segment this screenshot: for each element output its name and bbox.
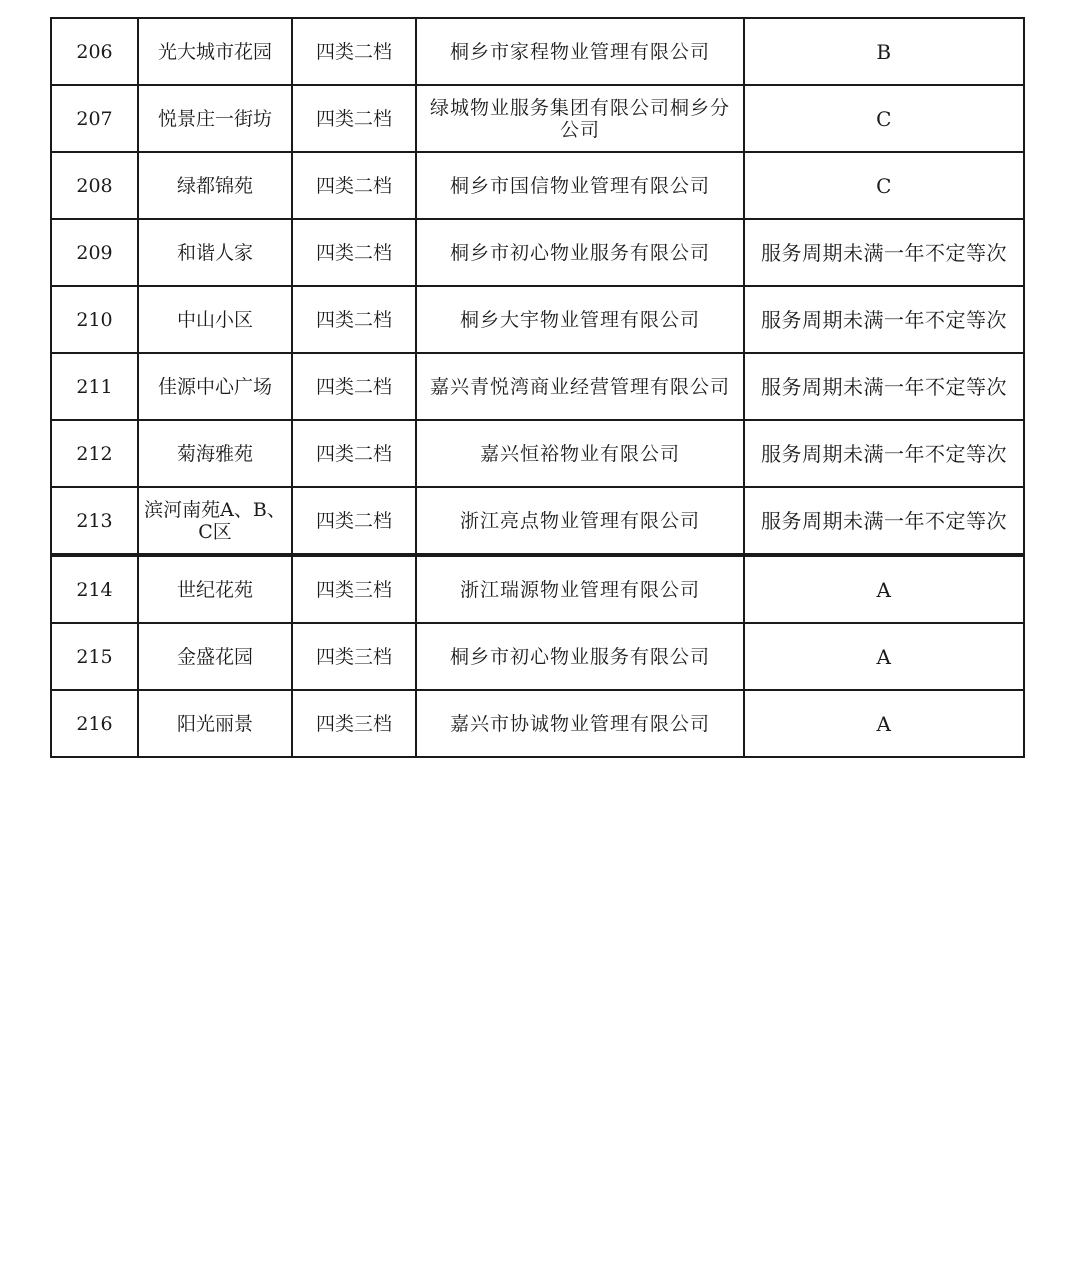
table-row (51, 420, 1024, 487)
rating-grade: C (744, 152, 1024, 219)
property-name: 悦景庄一街坊 (138, 85, 292, 152)
rating-grade: B (744, 18, 1024, 85)
table-row (51, 555, 1024, 623)
row-number: 209 (51, 219, 138, 286)
rating-grade: A (744, 623, 1024, 690)
property-name: 佳源中心广场 (138, 353, 292, 420)
property-name: 菊海雅苑 (138, 420, 292, 487)
table-row (51, 18, 1024, 85)
property-name: 绿都锦苑 (138, 152, 292, 219)
management-company: 桐乡市初心物业服务有限公司 (416, 219, 744, 286)
table-row (51, 286, 1024, 353)
rating-grade: 服务周期未满一年不定等次 (744, 286, 1024, 353)
management-company: 嘉兴市协诚物业管理有限公司 (416, 690, 744, 757)
property-level: 四类二档 (292, 85, 416, 152)
row-number: 210 (51, 286, 138, 353)
property-name: 滨河南苑A、B、C区 (138, 487, 292, 555)
rating-grade: A (744, 555, 1024, 623)
property-level: 四类二档 (292, 286, 416, 353)
property-name: 光大城市花园 (138, 18, 292, 85)
property-level: 四类三档 (292, 690, 416, 757)
rating-grade: C (744, 85, 1024, 152)
table-row (51, 152, 1024, 219)
property-name: 金盛花园 (138, 623, 292, 690)
management-company: 桐乡市国信物业管理有限公司 (416, 152, 744, 219)
rating-grade: A (744, 690, 1024, 757)
property-name: 阳光丽景 (138, 690, 292, 757)
management-company: 嘉兴恒裕物业有限公司 (416, 420, 744, 487)
property-level: 四类三档 (292, 623, 416, 690)
management-company: 嘉兴青悦湾商业经营管理有限公司 (416, 353, 744, 420)
table-row (51, 623, 1024, 690)
rating-grade: 服务周期未满一年不定等次 (744, 487, 1024, 555)
row-number: 215 (51, 623, 138, 690)
property-level: 四类二档 (292, 152, 416, 219)
management-company: 桐乡市初心物业服务有限公司 (416, 623, 744, 690)
property-level: 四类二档 (292, 353, 416, 420)
management-company: 桐乡市家程物业管理有限公司 (416, 18, 744, 85)
property-level: 四类二档 (292, 420, 416, 487)
table-row (51, 353, 1024, 420)
property-level: 四类二档 (292, 487, 416, 555)
rating-grade: 服务周期未满一年不定等次 (744, 219, 1024, 286)
row-number: 206 (51, 18, 138, 85)
property-name: 中山小区 (138, 286, 292, 353)
table-row (51, 690, 1024, 757)
property-name: 世纪花苑 (138, 555, 292, 623)
table-row (51, 85, 1024, 152)
row-number: 216 (51, 690, 138, 757)
row-number: 213 (51, 487, 138, 555)
rating-grade: 服务周期未满一年不定等次 (744, 353, 1024, 420)
management-company: 桐乡大宇物业管理有限公司 (416, 286, 744, 353)
row-number: 214 (51, 555, 138, 623)
property-level: 四类二档 (292, 18, 416, 85)
property-level: 四类三档 (292, 555, 416, 623)
row-number: 212 (51, 420, 138, 487)
property-name: 和谐人家 (138, 219, 292, 286)
table-row (51, 487, 1024, 555)
property-level: 四类二档 (292, 219, 416, 286)
row-number: 207 (51, 85, 138, 152)
rating-grade: 服务周期未满一年不定等次 (744, 420, 1024, 487)
management-company: 浙江亮点物业管理有限公司 (416, 487, 744, 555)
management-company: 绿城物业服务集团有限公司桐乡分公司 (416, 85, 744, 152)
row-number: 211 (51, 353, 138, 420)
row-number: 208 (51, 152, 138, 219)
property-rating-table (50, 17, 1025, 758)
management-company: 浙江瑞源物业管理有限公司 (416, 555, 744, 623)
table-row (51, 219, 1024, 286)
